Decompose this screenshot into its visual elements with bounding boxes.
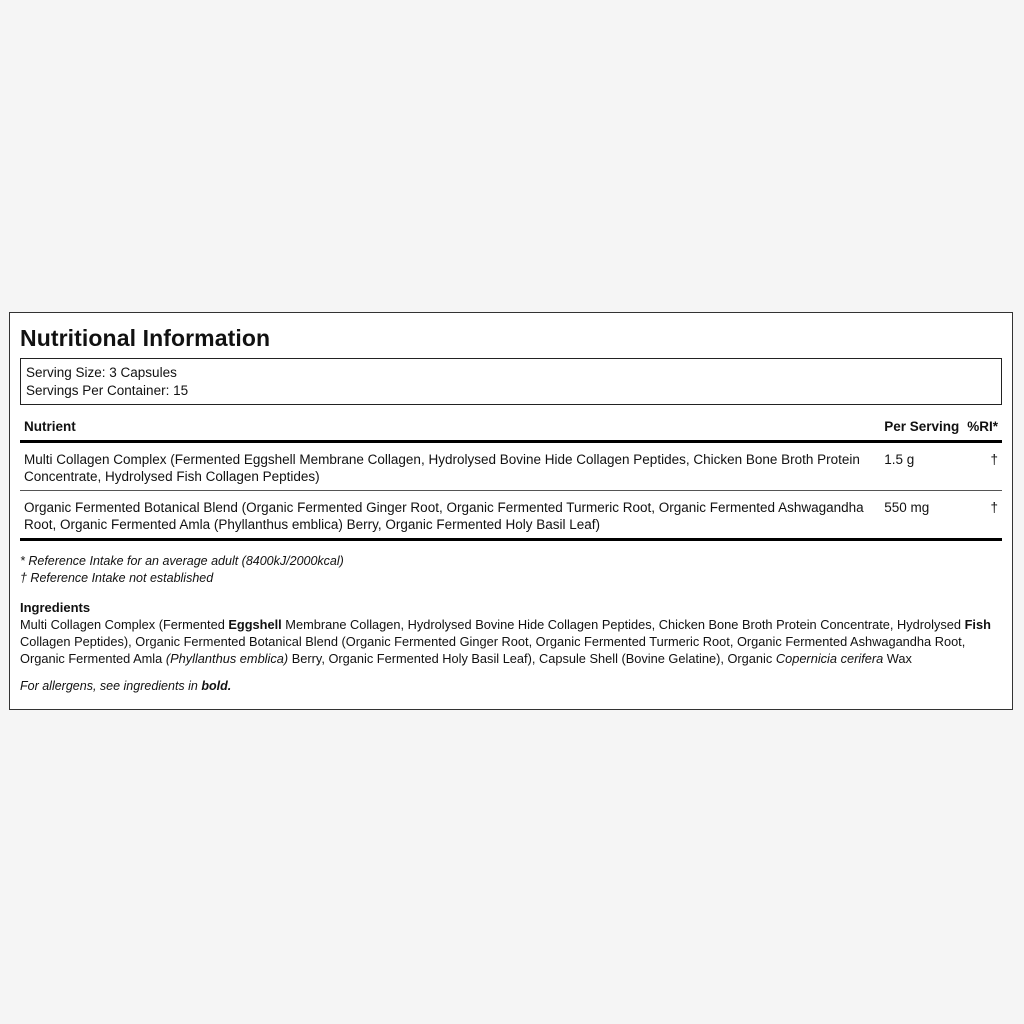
footnotes (20, 553, 1002, 587)
header-ri: %RI* (963, 415, 1002, 441)
nutrient-amount: 550 mg (880, 490, 963, 539)
ingredients-segment: Collagen Peptides), Organic Fermented Botanical Blend (Organic Fermented Ginger Root, Organic Fermented Turmeric Root, Organic Fermented Ashwagandha Root, Organic Fermented Amla (20, 633, 966, 667)
allergen-fish: Fish (964, 616, 991, 632)
table-header-row (20, 415, 1002, 441)
nutrient-amount: 1.5 g (880, 441, 963, 490)
table-row (20, 490, 1002, 539)
allergen-note (20, 678, 1002, 695)
ingredients-heading: Ingredients (20, 599, 91, 615)
ingredients-segment: Wax (883, 651, 912, 667)
nutrition-panel (9, 312, 1013, 710)
footnote-not-established: † Reference Intake not established (20, 570, 214, 585)
table-row (20, 441, 1002, 490)
nutrient-name: Organic Fermented Botanical Blend (Organic Fermented Ginger Root, Organic Fermented Turmeric Root, Organic Fermented Ashwagandha Root, Organic Fermented Amla (Phyllanthus emblica) Berry, Organic Fermented Holy Basil Leaf) (20, 490, 880, 539)
allergen-note-bold: bold. (201, 679, 232, 694)
serving-info-box (20, 358, 1002, 405)
ingredients-segment: Multi Collagen Complex (Fermented (20, 616, 229, 632)
allergen-note-text: For allergens, see ingredients in (20, 679, 202, 694)
serving-size: Serving Size: 3 Capsules (26, 365, 177, 380)
nutrient-table (20, 415, 1002, 541)
nutrient-ri: † (963, 441, 1002, 490)
nutrient-ri: † (963, 490, 1002, 539)
nutrient-name: Multi Collagen Complex (Fermented Eggshell Membrane Collagen, Hydrolysed Bovine Hide Collagen Peptides, Chicken Bone Broth Protein Concentrate, Hydrolysed Fish Collagen Peptides) (20, 441, 880, 490)
ingredients-segment: Berry, Organic Fermented Holy Basil Leaf), Capsule Shell (Bovine Gelatine), Organic (288, 651, 776, 667)
header-per-serving: Per Serving (880, 415, 963, 441)
header-nutrient: Nutrient (20, 415, 880, 441)
ingredients-text (20, 616, 1002, 668)
page-title: Nutritional Information (20, 325, 271, 351)
latin-name-carnauba: Copernicia cerifera (775, 651, 884, 667)
servings-per-container: Servings Per Container: 15 (26, 382, 189, 398)
ingredients-segment: Membrane Collagen, Hydrolysed Bovine Hide Collagen Peptides, Chicken Bone Broth Protein Concentrate, Hydrolysed (281, 616, 965, 632)
latin-name-amla: (Phyllanthus emblica) (165, 651, 289, 667)
allergen-eggshell: Eggshell (228, 616, 282, 632)
footnote-reference-intake: * Reference Intake for an average adult (8400kJ/2000kcal) (20, 553, 344, 568)
